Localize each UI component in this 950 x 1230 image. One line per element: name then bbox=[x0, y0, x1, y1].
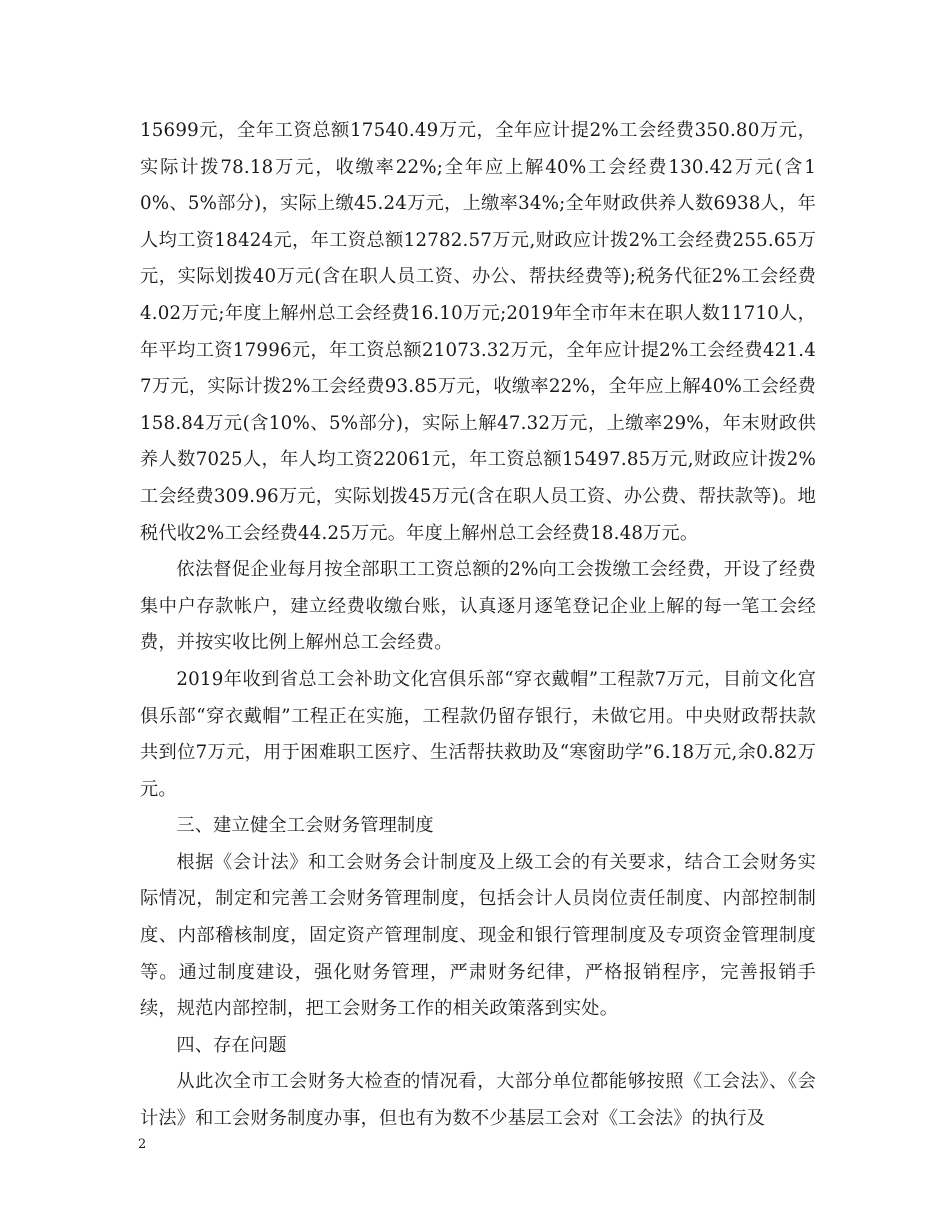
paragraph-fund-collection: 依法督促企业每月按全部职工工资总额的2%向工会拨缴工会经费，开设了经费集中户存款帐户，建立经费收缴台账，认真逐月逐笔登记企业上解的每一笔工会经费，并按实收比例上解州总工会经费。 bbox=[140, 559, 816, 654]
page-number: 2 bbox=[138, 1137, 147, 1152]
section-heading-problems: 四、存在问题 bbox=[176, 1034, 287, 1056]
paragraph-financial-system: 根据《会计法》和工会财务会计制度及上级工会的有关要求，结合工会财务实际情况，制定和完善工会财务管理制度，包括会计人员岗位责任制度、内部控制制度、内部稽核制度，固定资产管理制度、现金和银行管理制度及专项资金管理制度等。通过制度建设，强化财务管理，严肃财务纪律，严格报销程序，完善报销手续，规范内部控制，把工会财务工作的相关政策落到实处。 bbox=[140, 851, 816, 1020]
paragraph-problems: 从此次全市工会财务大检查的情况看，大部分单位都能够按照《工会法》、《会计法》和工会财务制度办事，但也有为数不少基层工会对《工会法》的执行及 bbox=[140, 1071, 816, 1130]
document-body bbox=[140, 113, 816, 1138]
section-heading-financial-system: 三、建立健全工会财务管理制度 bbox=[176, 815, 434, 837]
paragraph-wage-statistics: 15699元，全年工资总额17540.49万元，全年应计提2%工会经费350.80万元，实际计拨78.18万元，收缴率22%;全年应上解40%工会经费130.42万元(含10%、5%部分)，实际上缴45.24万元，上缴率34%;全年财政供养人数6938人，年人均工资18424元，年工资总额12782.57万元,财政应计拨2%工会经费255.65万元，实际划拨40万元(含在职人员工资、办公、帮扶经费等);税务代征2%工会经费4.02万元;年度上解州总工会经费16.10万元;2019年全市年末在职人数11710人，年平均工资17996元，年工资总额21073.32万元，全年应计提2%工会经费421.47万元，实际计拨2%工会经费93.85万元，收缴率22%，全年应上解40%工会经费158.84万元(含10%、5%部分)，实际上解47.32万元，上缴率29%，年末财政供养人数7025人，年人均工资22061元，年工资总额15497.85万元,财政应计拨2%工会经费309.96万元，实际划拨45万元(含在职人员工资、办公费、帮扶款等)。地税代收2%工会经费44.25万元。年度上解州总工会经费18.48万元。 bbox=[140, 120, 816, 544]
paragraph-subsidy-funds: 2019年收到省总工会补助文化宫俱乐部“穿衣戴帽”工程款7万元，目前文化宫俱乐部“穿衣戴帽”工程正在实施，工程款仍留存银行，未做它用。中央财政帮扶款共到位7万元，用于困难职工医疗、生活帮扶救助及“寒窗助学”6.18万元,余0.82万元。 bbox=[140, 668, 816, 800]
